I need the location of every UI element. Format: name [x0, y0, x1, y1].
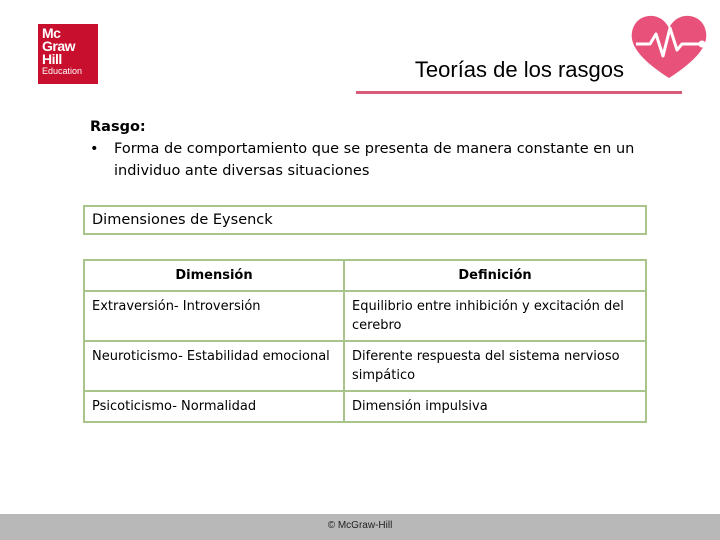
header-dimension: Dimensión	[84, 260, 344, 291]
rasgo-section	[90, 116, 650, 182]
cell-definition: Dimensión impulsiva	[344, 391, 646, 422]
table-header-row	[84, 260, 646, 291]
dimensions-title-box: Dimensiones de Eysenck	[83, 205, 647, 235]
logo-line2: Graw	[42, 38, 76, 54]
dimensions-table	[83, 259, 647, 423]
heartbeat-icon	[628, 14, 710, 80]
logo-line3: Hill	[42, 51, 62, 67]
rasgo-definition: Forma de comportamiento que se presenta de manera constante en un individuo ante diversas situaciones	[114, 141, 635, 179]
cell-definition: Diferente respuesta del sistema nervioso simpático	[344, 341, 646, 391]
table-row	[84, 341, 646, 391]
bullet-marker: •	[90, 141, 99, 157]
title-underline	[356, 91, 682, 94]
table-row	[84, 391, 646, 422]
copyright-text: © McGraw-Hill	[327, 520, 393, 531]
footer-bar	[0, 514, 720, 540]
cell-definition: Equilibrio entre inhibición y excitación del cerebro	[344, 291, 646, 341]
table-row	[84, 291, 646, 341]
mcgraw-hill-logo	[38, 24, 98, 84]
cell-dimension: Neuroticismo- Estabilidad emocional	[84, 341, 344, 391]
slide-title: Teorías de los rasgos	[414, 57, 624, 82]
header-definition: Definición	[344, 260, 646, 291]
cell-dimension: Psicoticismo- Normalidad	[84, 391, 344, 422]
logo-line4: Education	[42, 66, 83, 76]
cell-dimension: Extraversión- Introversión	[84, 291, 344, 341]
rasgo-heading: Rasgo:	[90, 119, 146, 135]
rasgo-bullet-item	[90, 138, 650, 182]
logo-line1: Mc	[42, 25, 61, 41]
